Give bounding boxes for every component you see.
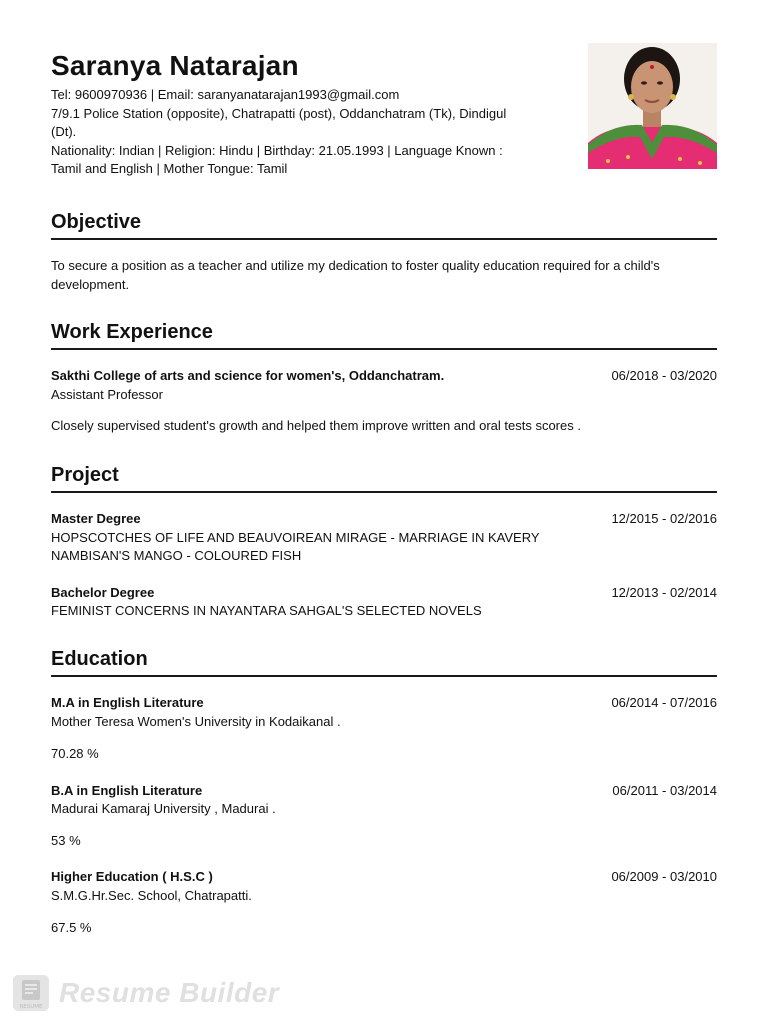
education-score: 67.5 % — [51, 920, 92, 935]
education-score: 70.28 % — [51, 746, 99, 761]
project-dates: 12/2013 - 02/2014 — [611, 584, 717, 600]
education-entry — [51, 782, 717, 851]
candidate-name: Saranya Natarajan — [51, 50, 299, 81]
project-dates: 12/2015 - 02/2016 — [611, 511, 717, 526]
institution-name: Madurai Kamaraj University , Madurai . — [51, 801, 276, 816]
watermark-text: Resume Builder — [59, 977, 280, 1008]
objective-text — [51, 257, 717, 294]
resume-page — [51, 0, 717, 935]
section-divider — [51, 348, 717, 350]
education-entry — [51, 868, 717, 938]
project-line: FEMINIST CONCERNS IN NAYANTARA SAHGAL'S SELECTED NOVELS — [51, 603, 482, 618]
contact-line: 7/9.1 Police Station (opposite), Chatrapatti (post), Oddanchatram (Tk), Dindigul — [51, 105, 507, 121]
objective-line: development. — [51, 276, 130, 292]
work-experience-heading: Work Experience — [51, 321, 213, 343]
education-entry — [51, 694, 717, 764]
project-title: Bachelor Degree — [51, 584, 155, 600]
degree-name: B.A in English Literature — [51, 782, 203, 798]
profile-photo — [588, 43, 717, 169]
employer-name: Sakthi College of arts and science for women's, Oddanchatram. — [51, 368, 445, 383]
objective-section — [51, 209, 717, 294]
contact-block — [51, 86, 531, 179]
project-entry — [51, 510, 717, 566]
section-divider — [51, 238, 717, 240]
resume-builder-watermark — [13, 973, 279, 1013]
project-description — [51, 529, 551, 566]
project-line: NAMBISAN'S MANGO - COLOURED FISH — [51, 548, 302, 563]
contact-line: Nationality: Indian | Religion: Hindu | Birthday: 21.05.1993 | Language Known : — [51, 142, 503, 158]
work-experience-section — [51, 319, 717, 436]
job-description: Closely supervised student's growth and helped them improve written and oral tests scores . — [51, 418, 581, 433]
work-entry — [51, 367, 717, 436]
project-line: HOPSCOTCHES OF LIFE AND BEAUVOIREAN MIRAGE - MARRIAGE IN KAVERY — [51, 529, 540, 545]
education-dates: 06/2011 - 03/2014 — [612, 782, 717, 798]
project-section — [51, 462, 717, 621]
education-section — [51, 646, 717, 938]
contact-line: (Dt). — [51, 124, 77, 139]
objective-heading: Objective — [51, 211, 142, 233]
resume-header — [51, 0, 717, 195]
job-role: Assistant Professor — [51, 386, 163, 402]
resume-builder-logo-icon — [13, 975, 49, 1011]
project-description — [51, 602, 551, 621]
contact-line: Tel: 9600970936 | Email: saranyanatarajan1993@gmail.com — [51, 87, 400, 102]
institution-name: S.M.G.Hr.Sec. School, Chatrapatti. — [51, 887, 252, 903]
project-title: Master Degree — [51, 511, 141, 526]
degree-name: M.A in English Literature — [51, 695, 204, 710]
degree-name: Higher Education ( H.S.C ) — [51, 869, 213, 884]
resume-logo-label: RESUME — [19, 1004, 43, 1010]
education-score: 53 % — [51, 832, 81, 848]
education-heading: Education — [51, 648, 148, 670]
section-divider — [51, 675, 717, 677]
contact-line: Tamil and English | Mother Tongue: Tamil — [51, 161, 288, 176]
project-entry — [51, 584, 717, 621]
education-dates: 06/2014 - 07/2016 — [611, 695, 717, 710]
project-heading: Project — [51, 464, 119, 486]
education-dates: 06/2009 - 03/2010 — [611, 869, 717, 884]
section-divider — [51, 491, 717, 493]
objective-line: To secure a position as a teacher and utilize my dedication to foster quality education required for a child's — [51, 258, 660, 273]
institution-name: Mother Teresa Women's University in Kodaikanal . — [51, 713, 341, 729]
work-dates: 06/2018 - 03/2020 — [611, 368, 717, 383]
